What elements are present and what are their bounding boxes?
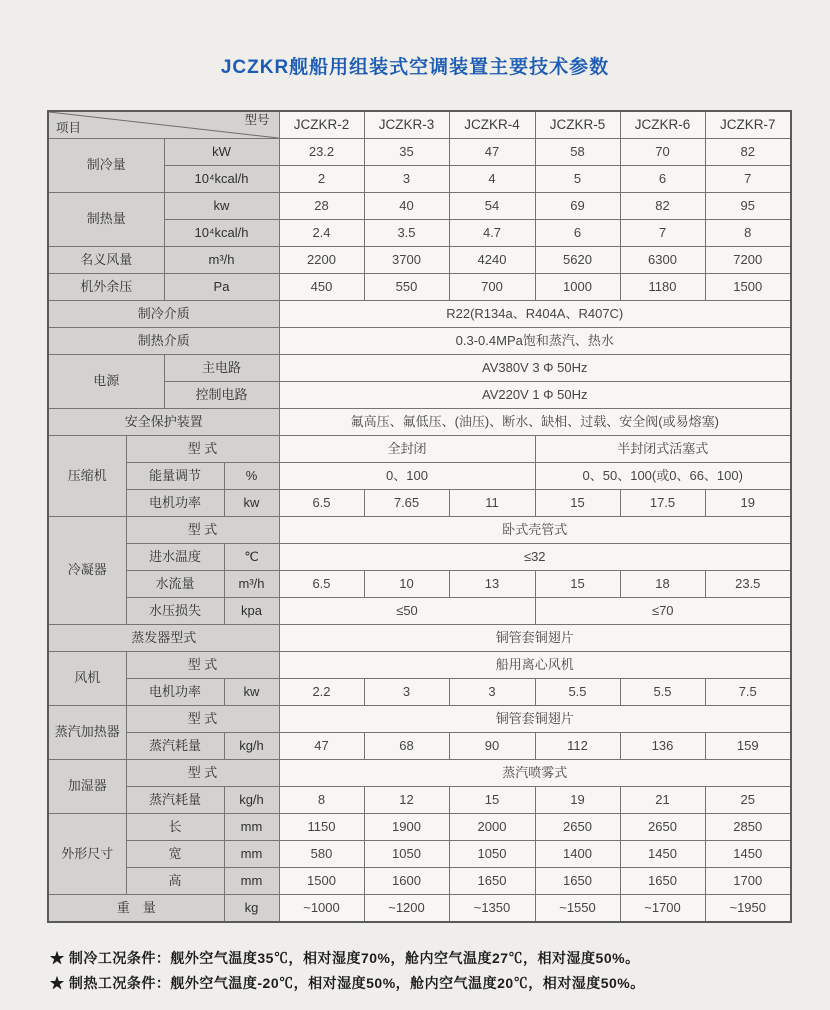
- value-cell: 112: [535, 733, 620, 760]
- value-cell: 40: [364, 193, 449, 220]
- spec-table-body: [48, 111, 791, 922]
- value-cell: 7.5: [705, 679, 791, 706]
- value-cell: 半封闭式活塞式: [535, 436, 791, 463]
- model-header-cell: JCZKR-7: [705, 111, 791, 139]
- label-cell: 水压损失: [126, 598, 224, 625]
- value-cell: 2200: [279, 247, 364, 274]
- value-cell: 6: [535, 220, 620, 247]
- value-cell: 8: [279, 787, 364, 814]
- label-cell: 安全保护装置: [48, 409, 279, 436]
- value-cell: 13: [449, 571, 535, 598]
- label-cell: 机外余压: [48, 274, 164, 301]
- label-cell: 控制电路: [164, 382, 279, 409]
- value-cell: 1050: [364, 841, 449, 868]
- value-cell: 1650: [535, 868, 620, 895]
- value-cell: 1180: [620, 274, 705, 301]
- header-model-label: 型号: [244, 113, 270, 127]
- value-cell: ~1550: [535, 895, 620, 923]
- label-cell: 重 量: [48, 895, 224, 923]
- value-cell: 1400: [535, 841, 620, 868]
- value-cell: 11: [449, 490, 535, 517]
- label-cell: 进水温度: [126, 544, 224, 571]
- value-cell: 1650: [620, 868, 705, 895]
- label-cell: 风机: [48, 652, 126, 706]
- value-cell: 2: [279, 166, 364, 193]
- label-cell: 主电路: [164, 355, 279, 382]
- value-cell: 90: [449, 733, 535, 760]
- value-cell: 4.7: [449, 220, 535, 247]
- value-cell: 28: [279, 193, 364, 220]
- label-cell: kw: [164, 193, 279, 220]
- value-cell: 1500: [705, 274, 791, 301]
- value-cell: 450: [279, 274, 364, 301]
- value-cell: 35: [364, 139, 449, 166]
- label-cell: 冷凝器: [48, 517, 126, 625]
- value-cell: 25: [705, 787, 791, 814]
- label-cell: 加湿器: [48, 760, 126, 814]
- label-cell: m³/h: [224, 571, 279, 598]
- value-cell: 氟高压、氟低压、(油压)、断水、缺相、过载、安全阀(或易熔塞): [279, 409, 791, 436]
- value-cell: 1900: [364, 814, 449, 841]
- value-cell: 47: [449, 139, 535, 166]
- spec-table-container: [47, 110, 792, 923]
- value-cell: 82: [620, 193, 705, 220]
- label-cell: %: [224, 463, 279, 490]
- label-cell: 电源: [48, 355, 164, 409]
- value-cell: 1050: [449, 841, 535, 868]
- label-cell: kg/h: [224, 733, 279, 760]
- label-cell: kpa: [224, 598, 279, 625]
- label-cell: 蒸发器型式: [48, 625, 279, 652]
- model-header-cell: JCZKR-2: [279, 111, 364, 139]
- label-cell: 10⁴kcal/h: [164, 166, 279, 193]
- model-header-cell: JCZKR-3: [364, 111, 449, 139]
- value-cell: 19: [535, 787, 620, 814]
- value-cell: 159: [705, 733, 791, 760]
- value-cell: 23.5: [705, 571, 791, 598]
- value-cell: 1650: [449, 868, 535, 895]
- label-cell: 电机功率: [126, 490, 224, 517]
- label-cell: kw: [224, 679, 279, 706]
- value-cell: 2850: [705, 814, 791, 841]
- value-cell: 21: [620, 787, 705, 814]
- value-cell: AV220V 1 Φ 50Hz: [279, 382, 791, 409]
- label-cell: 制热介质: [48, 328, 279, 355]
- value-cell: ~1000: [279, 895, 364, 923]
- value-cell: 4: [449, 166, 535, 193]
- value-cell: 15: [449, 787, 535, 814]
- label-cell: 型 式: [126, 760, 279, 787]
- value-cell: 铜管套铜翅片: [279, 625, 791, 652]
- label-cell: 蒸汽耗量: [126, 787, 224, 814]
- header-item-label: 项目: [56, 121, 82, 136]
- value-cell: 19: [705, 490, 791, 517]
- label-cell: 电机功率: [126, 679, 224, 706]
- value-cell: 8: [705, 220, 791, 247]
- model-header-cell: JCZKR-5: [535, 111, 620, 139]
- value-cell: 7200: [705, 247, 791, 274]
- notes: [50, 948, 645, 998]
- value-cell: 69: [535, 193, 620, 220]
- value-cell: ~1200: [364, 895, 449, 923]
- value-cell: 580: [279, 841, 364, 868]
- value-cell: 3: [449, 679, 535, 706]
- value-cell: 70: [620, 139, 705, 166]
- label-cell: mm: [224, 841, 279, 868]
- value-cell: 4240: [449, 247, 535, 274]
- value-cell: 10: [364, 571, 449, 598]
- label-cell: Pa: [164, 274, 279, 301]
- value-cell: ≤50: [279, 598, 535, 625]
- value-cell: 68: [364, 733, 449, 760]
- value-cell: 1500: [279, 868, 364, 895]
- label-cell: 型 式: [126, 706, 279, 733]
- label-cell: 制冷介质: [48, 301, 279, 328]
- value-cell: 82: [705, 139, 791, 166]
- label-cell: 制冷量: [48, 139, 164, 193]
- value-cell: 5620: [535, 247, 620, 274]
- value-cell: 3700: [364, 247, 449, 274]
- value-cell: 1700: [705, 868, 791, 895]
- value-cell: ≤70: [535, 598, 791, 625]
- value-cell: ~1700: [620, 895, 705, 923]
- value-cell: ~1350: [449, 895, 535, 923]
- spec-table: [47, 110, 792, 923]
- value-cell: 0.3-0.4MPa饱和蒸汽、热水: [279, 328, 791, 355]
- label-cell: 长: [126, 814, 224, 841]
- label-cell: mm: [224, 868, 279, 895]
- value-cell: 6.5: [279, 490, 364, 517]
- value-cell: 6.5: [279, 571, 364, 598]
- value-cell: 136: [620, 733, 705, 760]
- label-cell: 型 式: [126, 652, 279, 679]
- label-cell: 宽: [126, 841, 224, 868]
- value-cell: 1450: [705, 841, 791, 868]
- value-cell: 18: [620, 571, 705, 598]
- value-cell: 17.5: [620, 490, 705, 517]
- label-cell: mm: [224, 814, 279, 841]
- value-cell: 700: [449, 274, 535, 301]
- value-cell: 5.5: [620, 679, 705, 706]
- value-cell: 1000: [535, 274, 620, 301]
- value-cell: 7: [620, 220, 705, 247]
- value-cell: 全封闭: [279, 436, 535, 463]
- value-cell: 5.5: [535, 679, 620, 706]
- value-cell: 7: [705, 166, 791, 193]
- note-cooling-condition: ★ 制冷工况条件：舰外空气温度35℃，相对湿度70%，舱内空气温度27℃，相对湿度50%。: [50, 950, 640, 966]
- label-cell: 水流量: [126, 571, 224, 598]
- value-cell: 2.2: [279, 679, 364, 706]
- label-cell: 蒸汽加热器: [48, 706, 126, 760]
- label-cell: kg/h: [224, 787, 279, 814]
- label-cell: kw: [224, 490, 279, 517]
- value-cell: 15: [535, 571, 620, 598]
- value-cell: 15: [535, 490, 620, 517]
- value-cell: 23.2: [279, 139, 364, 166]
- label-cell: 高: [126, 868, 224, 895]
- label-cell: 外形尺寸: [48, 814, 126, 895]
- value-cell: ≤32: [279, 544, 791, 571]
- value-cell: 6: [620, 166, 705, 193]
- label-cell: 10⁴kcal/h: [164, 220, 279, 247]
- value-cell: 船用离心风机: [279, 652, 791, 679]
- value-cell: 蒸汽喷雾式: [279, 760, 791, 787]
- label-cell: 能量调节: [126, 463, 224, 490]
- value-cell: 2000: [449, 814, 535, 841]
- value-cell: 54: [449, 193, 535, 220]
- value-cell: 2.4: [279, 220, 364, 247]
- value-cell: 3.5: [364, 220, 449, 247]
- header-diagonal-cell: [48, 111, 279, 139]
- value-cell: 12: [364, 787, 449, 814]
- value-cell: 3: [364, 166, 449, 193]
- value-cell: 1150: [279, 814, 364, 841]
- value-cell: 7.65: [364, 490, 449, 517]
- model-header-cell: JCZKR-4: [449, 111, 535, 139]
- label-cell: 制热量: [48, 193, 164, 247]
- value-cell: 5: [535, 166, 620, 193]
- value-cell: 2650: [535, 814, 620, 841]
- label-cell: kW: [164, 139, 279, 166]
- value-cell: 58: [535, 139, 620, 166]
- label-cell: 蒸汽耗量: [126, 733, 224, 760]
- value-cell: AV380V 3 Φ 50Hz: [279, 355, 791, 382]
- value-cell: 2650: [620, 814, 705, 841]
- label-cell: kg: [224, 895, 279, 923]
- value-cell: 95: [705, 193, 791, 220]
- label-cell: m³/h: [164, 247, 279, 274]
- value-cell: 卧式壳管式: [279, 517, 791, 544]
- value-cell: R22(R134a、R404A、R407C): [279, 301, 791, 328]
- label-cell: ℃: [224, 544, 279, 571]
- label-cell: 名义风量: [48, 247, 164, 274]
- label-cell: 型 式: [126, 436, 279, 463]
- value-cell: 铜管套铜翅片: [279, 706, 791, 733]
- page-title: JCZKR舰船用组装式空调装置主要技术参数: [220, 57, 610, 78]
- value-cell: 47: [279, 733, 364, 760]
- label-cell: 压缩机: [48, 436, 126, 517]
- value-cell: 0、50、100(或0、66、100): [535, 463, 791, 490]
- label-cell: 型 式: [126, 517, 279, 544]
- value-cell: 550: [364, 274, 449, 301]
- note-heating-condition: ★ 制热工况条件：舰外空气温度-20℃，相对湿度50%，舱内空气温度20℃，相对湿度50%。: [50, 975, 645, 991]
- value-cell: 3: [364, 679, 449, 706]
- value-cell: 0、100: [279, 463, 535, 490]
- value-cell: 6300: [620, 247, 705, 274]
- model-header-cell: JCZKR-6: [620, 111, 705, 139]
- value-cell: 1600: [364, 868, 449, 895]
- value-cell: 1450: [620, 841, 705, 868]
- value-cell: ~1950: [705, 895, 791, 923]
